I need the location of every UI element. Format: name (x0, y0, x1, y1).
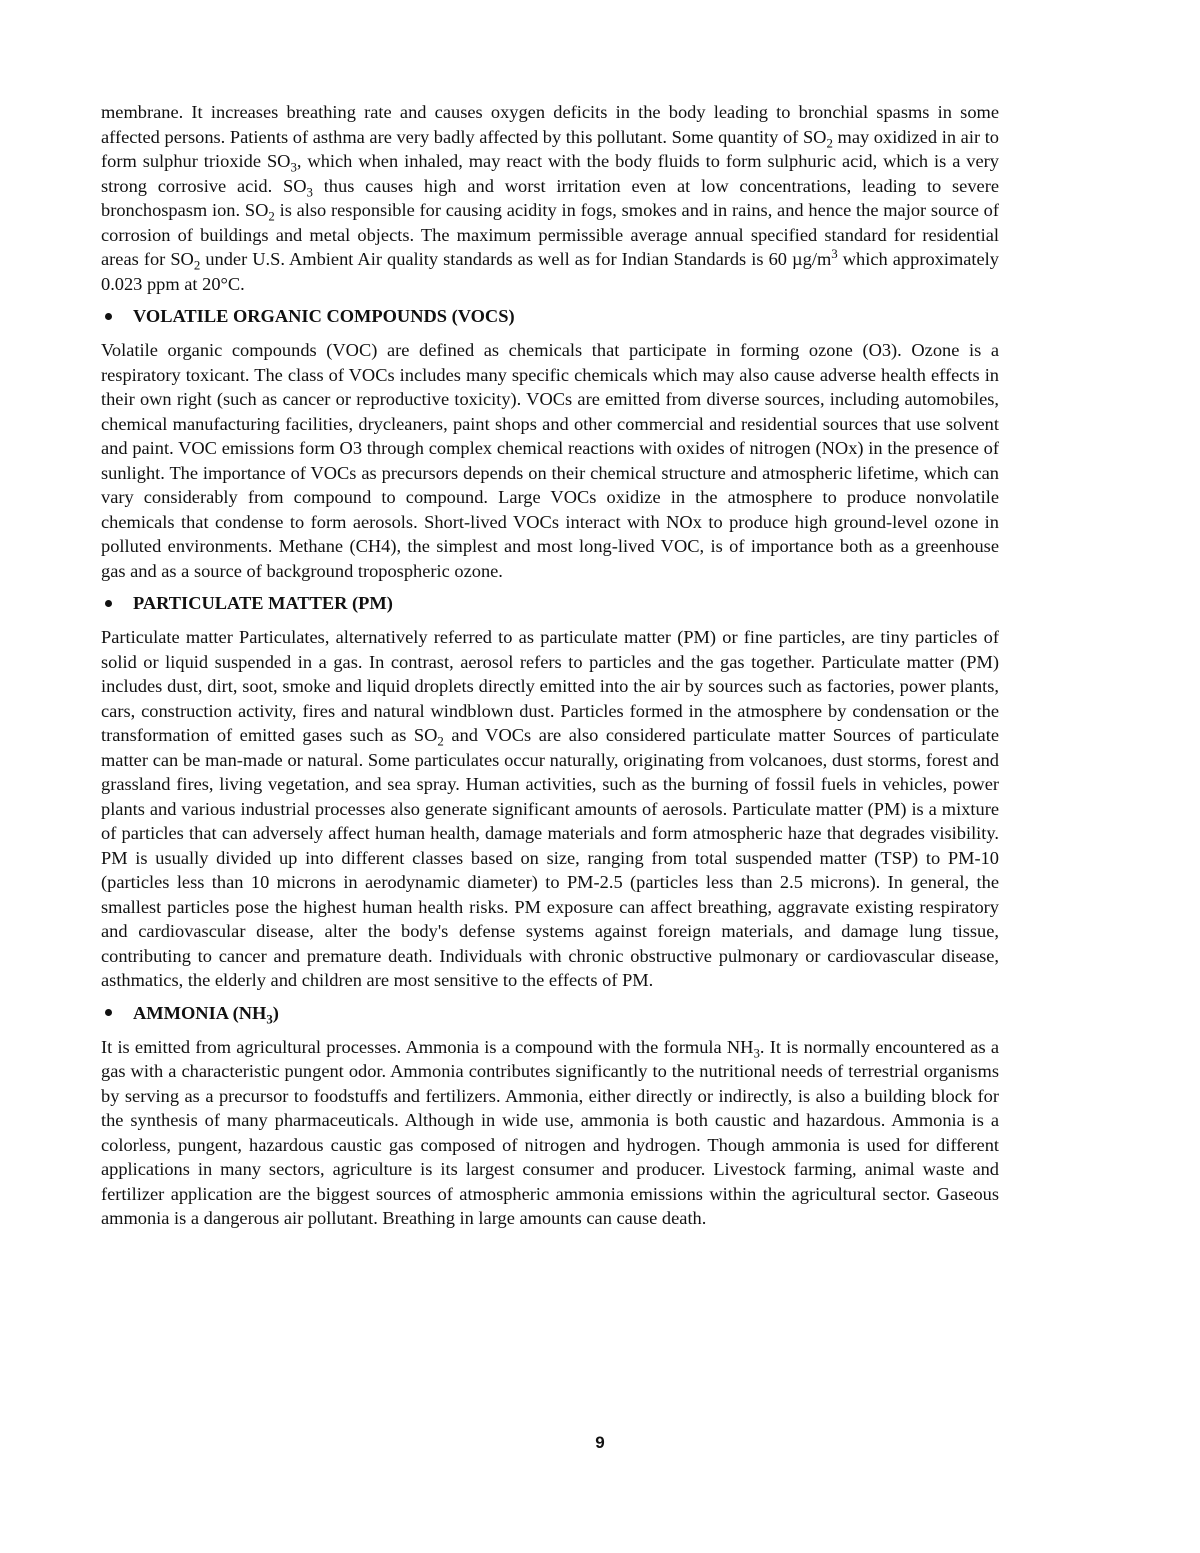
section-heading-ammonia (101, 1001, 999, 1025)
voc-paragraph: Volatile organic compounds (VOC) are defined as chemicals that participate in forming ozone (O3). Ozone is a respiratory toxicant. The class of VOCs includes many specific chemicals which may also cause adverse health effects in their own right (such as cancer or reproductive toxicity). VOCs are emitted from diverse sources, including automobiles, chemical manufacturing facilities, drycleaners, paint shops and other commercial and residential sources that use solvent and paint. VOC emissions form O3 through complex chemical reactions with oxides of nitrogen (NOx) in the presence of sunlight. The importance of VOCs as precursors depends on their chemical structure and atmospheric lifetime, which can vary considerably from compound to compound. Large VOCs oxidize in the atmosphere to produce nonvolatile chemicals that condense to form aerosols. Short-lived VOCs interact with NOx to produce high ground-level ozone in polluted environments. Methane (CH4), the simplest and most long-lived VOC, is of importance both as a greenhouse gas and as a source of background tropospheric ozone. (101, 340, 999, 581)
bullet-icon (105, 1009, 112, 1016)
heading-text: AMMONIA $(NH_3)$ (133, 1002, 279, 1027)
heading-text: PARTICULATE MATTER (PM) (133, 593, 393, 613)
document-page (101, 100, 999, 1231)
section-heading-pm (101, 591, 999, 615)
intro-paragraph: membrane. It increases breathing rate and causes oxygen deficits in the body leading to bronchial spasms in some affected persons. Patients of asthma are very badly affected by this pollutant. Some quantity of $SO_2$ may oxidized in air to form sulphur trioxide $SO_3$, which when inhaled, may react with the body fluids to form sulphuric acid, which is a very strong corrosive acid. $SO_3$ thus causes high and worst irritation even at low concentrations, leading to severe bronchospasm ion. $SO_2$ is also responsible for causing acidity in fogs, smokes and in rains, and hence the major source of corrosion of buildings and metal objects. The maximum permissible average annual specified standard for residential areas for $SO_2$ under U.S. Ambient Air quality standards as well as for Indian Standards is 60 $\mu g/m^3$ which approximately 0.023 ppm at 20°C. (101, 102, 1000, 294)
bullet-icon (105, 600, 112, 607)
bullet-icon (105, 313, 112, 320)
pm-paragraph: Particulate matter Particulates, alternatively referred to as particulate matter (PM) or fine particles, are tiny particles of solid or liquid suspended in a gas. In contrast, aerosol refers to particles and the gas together. Particulate matter (PM) includes dust, dirt, soot, smoke and liquid droplets directly emitted into the air by sources such as factories, power plants, cars, construction activity, fires and natural windblown dust. Particles formed in the atmosphere by condensation or the transformation of emitted gases such as $SO_2$ and VOCs are also considered particulate matter Sources of particulate matter can be man-made or natural. Some particulates occur naturally, originating from volcanoes, dust storms, forest and grassland fires, living vegetation, and sea spray. Human activities, such as the burning of fossil fuels in vehicles, power plants and various industrial processes also generate significant amounts of aerosols. Particulate matter (PM) is a mixture of particles that can adversely affect human health, damage materials and form atmospheric haze that degrades visibility. PM is usually divided up into different classes based on size, ranging from total suspended matter (TSP) to PM-10 (particles less than 10 microns in aerodynamic diameter) to PM-2.5 (particles less than 2.5 microns). In general, the smallest particles pose the highest human health risks. PM exposure can affect breathing, aggravate existing respiratory and cardiovascular disease, alter the body's defense systems against foreign materials, and damage lung tissue, contributing to cancer and premature death. Individuals with chronic obstructive pulmonary or cardiovascular disease, asthmatics, the elderly and children are most sensitive to the effects of PM. (101, 627, 999, 990)
ammonia-paragraph: It is emitted from agricultural processes. Ammonia is a compound with the formula $NH_3$. It is normally encountered as a gas with a characteristic pungent odor. Ammonia contributes significantly to the nutritional needs of terrestrial organisms by serving as a precursor to foodstuffs and fertilizers. Ammonia, either directly or indirectly, is also a building block for the synthesis of many pharmaceuticals. Although in wide use, ammonia is both caustic and hazardous. Ammonia is a colorless, pungent, hazardous caustic gas composed of nitrogen and hydrogen. Though ammonia is used for different applications in many sectors, agriculture is its largest consumer and producer. Livestock farming, animal waste and fertilizer application are the biggest sources of atmospheric ammonia emissions within the agricultural sector. Gaseous ammonia is a dangerous air pollutant. Breathing in large amounts can cause death. (101, 1036, 999, 1228)
heading-text: VOLATILE ORGANIC COMPOUNDS (VOCS) (133, 306, 515, 326)
page-number: 9 (595, 1433, 605, 1452)
section-heading-voc (101, 304, 999, 328)
